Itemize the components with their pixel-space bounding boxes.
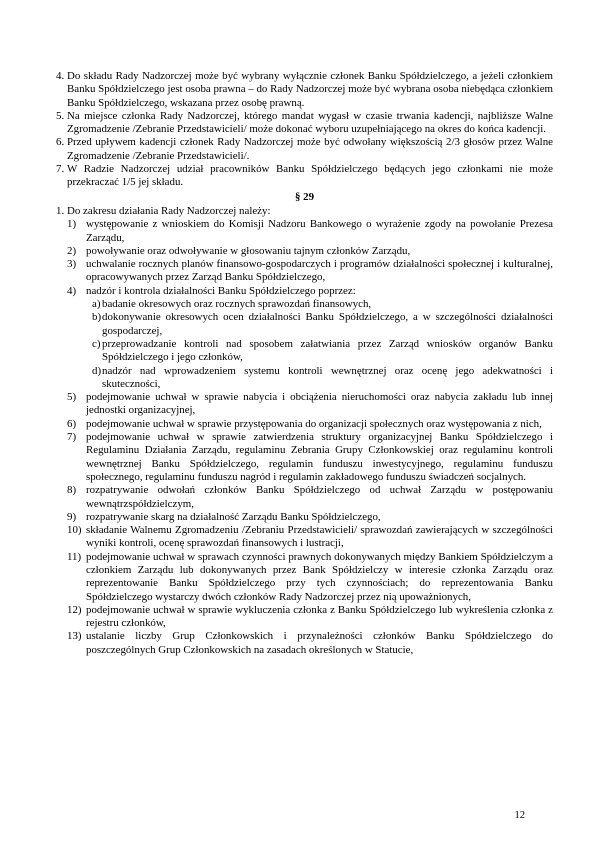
item-text: W Radzie Nadzorczej udział pracowników Banku Spółdzielczego będących jego członkami nie może przekraczać 1/5 jej składu. (67, 163, 553, 189)
item-number: 6. (56, 136, 65, 149)
item-number: 1) (67, 218, 77, 231)
item-text: Przed upływem kadencji członek Rady Nadzorczej może być odwołany większością 2/3 głosów przez Walne Zgromadzenie /Zebranie Przedstawicieli/. (67, 136, 553, 162)
item-number: 7) (67, 431, 77, 444)
item-text: powoływanie oraz odwoływanie w głosowaniu tajnym członków Zarządu, (86, 244, 411, 257)
item-text: ustalanie liczby Grup Członkowskich i przynależności członków Banku Spółdzielczego do poszczególnych Grup Członkowskich na zasadach określonych w Statucie, (86, 630, 553, 656)
item-text: przeprowadzanie kontroli nad sposobem załatwiania przez Zarząd wniosków organów Banku Spółdzielczego i jego członków, (102, 337, 553, 364)
item-number: 1. (56, 204, 65, 217)
item-text: podejmowanie uchwał w sprawie nabycia i obciążenia nieruchomości oraz nabycia zakładu lub innej jednostki organizacyjnej, (86, 391, 553, 417)
list-item (56, 136, 553, 163)
list-item (67, 391, 553, 418)
list-item (67, 311, 553, 338)
list-item (67, 511, 553, 524)
item-number: 11) (67, 550, 82, 563)
list-item (56, 163, 553, 190)
item-text: Do składu Rady Nadzorczej może być wybrany wyłącznie członek Banku Spółdzielczego, a jeżeli członkiem Banku Spółdzielczego jest osoba prawna – do Rady Nadzorczej może być wybrana osoba niebędąca członkiem Banku Spółdzielczego, wskazana przez osobę prawną. (67, 70, 553, 109)
item-number: c) (92, 337, 101, 350)
section-28-list (56, 70, 553, 190)
sub-sub-list (67, 298, 553, 391)
list-item (56, 205, 553, 218)
item-text: Do zakresu działania Rady Nadzorczej należy: (67, 204, 271, 217)
item-text: rozpatrywanie skarg na działalność Zarządu Banku Spółdzielczego, (86, 510, 381, 523)
list-item (67, 338, 553, 365)
list-item (67, 418, 553, 431)
list-item (67, 484, 553, 511)
list-item (67, 285, 553, 298)
item-number: 9) (67, 510, 77, 523)
item-text: podejmowanie uchwał w sprawie przystępowania do organizacji społecznych oraz występowania z nich, (86, 417, 542, 430)
list-item (67, 551, 553, 604)
list-item (67, 365, 553, 392)
list-item (56, 110, 553, 137)
item-text: występowanie z wnioskiem do Komisji Nadzoru Bankowego o wyrażenie zgody na powołanie Prezesa Zarządu, (86, 218, 553, 244)
item-number: 4. (56, 70, 65, 82)
list-item (56, 70, 553, 110)
page-number: 12 (514, 810, 525, 821)
item-number: 7. (56, 163, 65, 176)
list-item (67, 431, 553, 484)
item-number: 3) (67, 258, 77, 271)
item-text: dokonywanie okresowych ocen działalności Banku Spółdzielczego, a w szczególności działalności gospodarczej, (102, 311, 553, 337)
list-item (67, 604, 553, 631)
list-item (67, 630, 553, 657)
section-heading: § 29 (294, 190, 315, 203)
item-text: podejmowanie uchwał w sprawach czynności prawnych dokonywanych między Bankiem Spółdzielczym a członkiem Zarządu lub dokonywanych przez Bank Spółdzielczy w interesie członka Zarządu oraz reprezentowanie Banku Spółdzielczego przy tych czynnościach; do reprezentowania Banku Spółdzielczego wystarczy dwóch członków Rady Nadzorczej przez nią upoważnionych, (86, 550, 553, 603)
sub-list (67, 218, 553, 657)
list-item (67, 245, 553, 258)
item-text: badanie okresowych oraz rocznych sprawozdań finansowych, (102, 298, 372, 311)
item-number: 10) (67, 524, 82, 537)
item-number: d) (92, 364, 102, 377)
item-text: składanie Walnemu Zgromadzeniu /Zebraniu Przedstawicieli/ sprawozdań zawierających w szczególności wyniki kontroli, ocenę sprawozdań finansowych i lustracji, (86, 524, 553, 550)
list-item (67, 298, 553, 311)
item-number: 12) (67, 603, 82, 616)
item-number: 13) (67, 630, 82, 643)
item-number: 5) (67, 391, 77, 404)
list-item (67, 218, 553, 245)
item-text: uchwalanie rocznych planów finansowo-gospodarczych i programów działalności społecznej i kulturalnej, opracowywanych przez Zarząd Banku Spółdzielczego, (86, 258, 553, 284)
item-number: b) (92, 311, 102, 324)
item-text: podejmowanie uchwał w sprawie wykluczenia członka z Banku Spółdzielczego lub wykreślenia członka z rejestru członków, (86, 603, 553, 630)
list-item (67, 258, 553, 285)
item-text: nadzór i kontrola działalności Banku Spółdzielczego poprzez: (86, 284, 356, 297)
item-text: Na miejsce członka Rady Nadzorczej, którego mandat wygasł w czasie trwania kadencji, najbliższe Walne Zgromadzenie /Zebranie Przedstawicieli/ może dokonać wyboru uzupełniającego na okres do końca kadencji. (67, 109, 553, 136)
list-item (67, 524, 553, 551)
item-number: 4) (67, 284, 77, 297)
item-number: 5. (56, 109, 65, 122)
item-text: nadzór nad wprowadzeniem systemu kontroli wewnętrznej oraz ocenę jego adekwatności i skuteczności, (102, 364, 553, 390)
item-text: rozpatrywanie odwołań członków Banku Spółdzielczego od uchwał Zarządu w postępowaniu wewnątrzspółdzielczym, (86, 484, 553, 510)
item-number: 8) (67, 484, 77, 497)
item-number: 2) (67, 244, 77, 257)
item-number: 6) (67, 417, 77, 430)
item-text: podejmowanie uchwał w sprawie zatwierdzenia struktury organizacyjnej Banku Spółdzielczego i Regulaminu Działania Zarządu, regulaminu Zebrania Grupy Członkowskiej oraz regulaminu kontroli wewnętrznej Banku Spółdzielczego, regulamin funduszu inwestycyjnego, regulaminu funduszu społecznego, regulaminu funduszu nagród i regulamin zakładowego funduszu świadczeń socjalnych. (86, 431, 553, 483)
item-number: a) (92, 298, 101, 311)
